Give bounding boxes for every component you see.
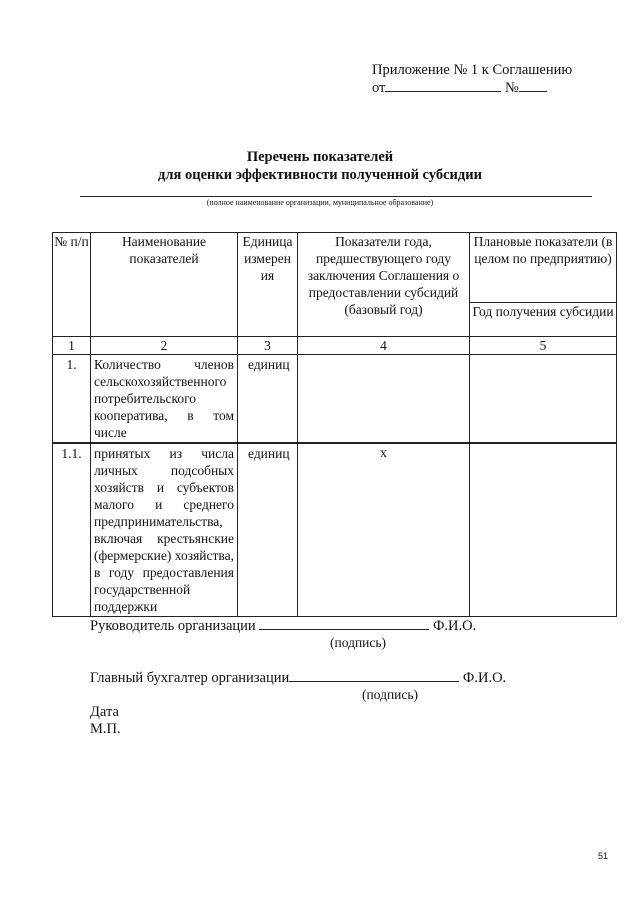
- accountant-signature-line: Главный бухгалтер организации Ф.И.О.: [90, 670, 507, 686]
- head-signature-blank: [259, 617, 429, 630]
- table-row: 1.1. принятых из числа личных подсобных хозяйств и субъектов малого и среднего предпринимательства, включая крестьянские (фермерские) хозяйства, в году предоставления государственной поддержки единиц x: [53, 443, 617, 617]
- appendix-line2: от №: [372, 79, 572, 97]
- header-unit: Единица измерен ия: [238, 233, 298, 337]
- head-sign-caption: (подпись): [330, 635, 387, 650]
- header-base-year: Показатели года, предшествующего году заключения Соглашения о предоставлении субсидий (базовый год): [298, 233, 470, 337]
- appendix-block: [372, 62, 572, 97]
- accountant-signature-blank: [289, 669, 459, 682]
- organization-note: (полное наименование организации, муниципальное образование): [206, 198, 434, 207]
- header-row: [53, 233, 617, 303]
- number-blank: [519, 79, 547, 92]
- head-signature-line: Руководитель организации Ф.И.О.: [90, 618, 477, 634]
- mp-label: М.П.: [90, 721, 121, 737]
- page-number: 51: [598, 851, 609, 861]
- title-line2: для оценки эффективности полученной субсидии: [158, 167, 482, 183]
- accountant-sign-caption: (подпись): [362, 687, 419, 702]
- indicators-table: [52, 232, 617, 617]
- header-plan-year: Год получения субсидии: [470, 303, 617, 337]
- column-numbers-row: 1 2 3 4 5: [53, 337, 617, 355]
- table-row: 1. Количество членов сельскохозяйственного потребительского кооператива, в том числе единиц: [53, 355, 617, 444]
- date-label: Дата: [90, 704, 119, 720]
- appendix-line1: Приложение № 1 к Соглашению: [372, 62, 573, 78]
- title-line1: Перечень показателей: [246, 149, 394, 165]
- date-blank: [385, 79, 501, 92]
- organization-blank-line: [80, 196, 592, 197]
- header-num: № п/п: [53, 233, 91, 337]
- header-name: Наименование показателей: [91, 233, 238, 337]
- header-plan: Плановые показатели (в целом по предприятию): [470, 233, 617, 303]
